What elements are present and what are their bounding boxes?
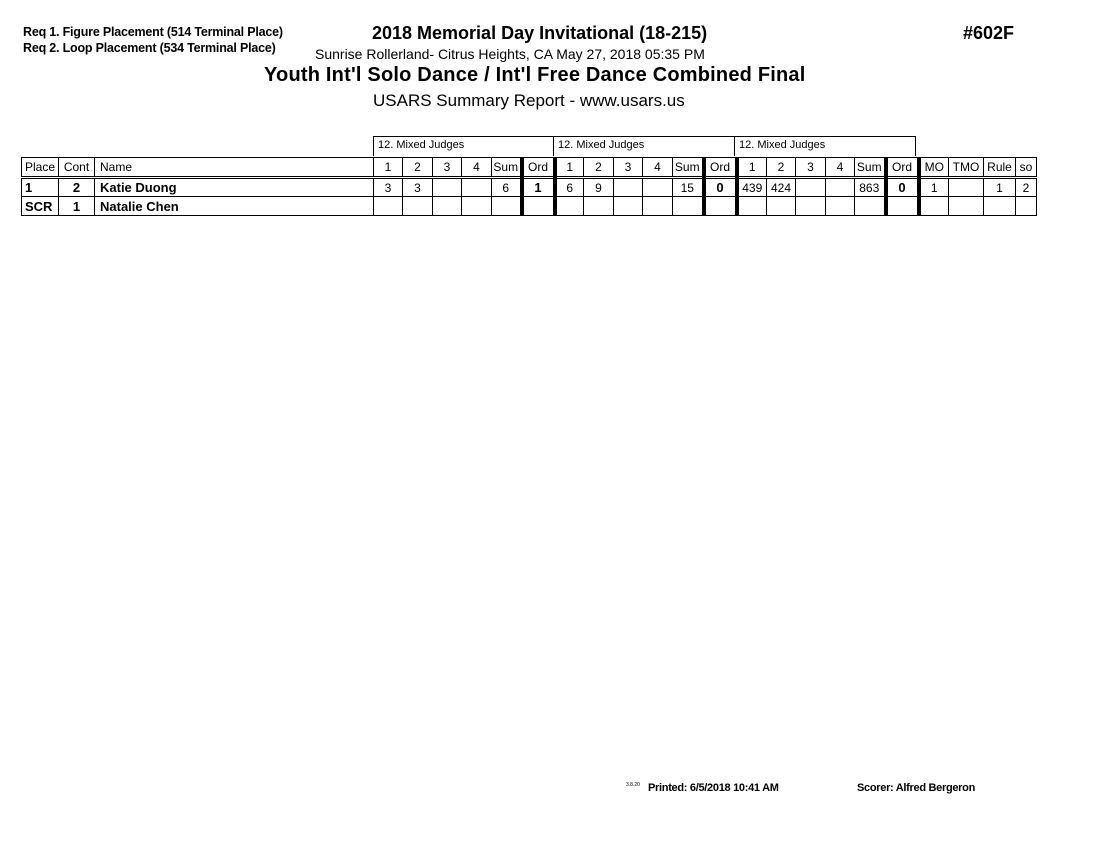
cont-cell: 2 [59,178,95,197]
event-title: 2018 Memorial Day Invitational (18-215) [372,23,708,43]
judge-group-header-2: 12. Mixed Judges [553,136,735,156]
g3-j4-cell [826,197,855,216]
g1-j2-cell [403,197,433,216]
table-row [22,197,1037,216]
col-header-g2-j2: 2 [584,158,614,178]
g3-sum-cell [855,197,886,216]
skater-name-cell: Natalie Chen [95,197,374,216]
competition-title: Youth Int'l Solo Dance / Int'l Free Dance Combined Final [264,64,806,86]
software-version: 3.8.20 [626,782,640,788]
col-header-g3-j1: 1 [737,158,767,178]
g2-j1-cell [555,197,584,216]
g3-j1-cell: 439 [737,178,767,197]
so-cell [1016,197,1037,216]
place-cell: SCR [22,197,59,216]
scorer-name: Scorer: Alfred Bergeron [857,782,975,794]
col-header-g3-sum: Sum [855,158,886,178]
col-header-mo: MO [919,158,949,178]
col-header-g1-j2: 2 [403,158,433,178]
g1-j1-cell: 3 [374,178,403,197]
skater-name-cell: Katie Duong [95,178,374,197]
g2-sum-cell: 15 [673,178,704,197]
report-subtitle: USARS Summary Report - www.usars.us [373,91,685,110]
g3-j3-cell [796,178,826,197]
g2-ord-cell: 0 [704,178,737,197]
g1-j2-cell: 3 [403,178,433,197]
event-number: #602F [963,23,1015,43]
g2-j4-cell [643,197,673,216]
col-header-g2-j1: 1 [555,158,584,178]
g3-sum-cell: 863 [855,178,886,197]
g2-j3-cell [614,178,643,197]
g3-j2-cell [767,197,796,216]
rule-cell [984,197,1016,216]
g1-ord-cell: 1 [522,178,555,197]
g2-j4-cell [643,178,673,197]
g1-j1-cell [374,197,403,216]
col-header-rule: Rule [984,158,1016,178]
g1-j3-cell [433,178,462,197]
g2-j2-cell [584,197,614,216]
col-header-g2-ord: Ord [704,158,737,178]
g3-j4-cell [826,178,855,197]
so-cell: 2 [1016,178,1037,197]
cont-cell: 1 [59,197,95,216]
col-header-g3-ord: Ord [886,158,919,178]
venue-date-line: Sunrise Rollerland- Citrus Heights, CA May 27, 2018 05:35 PM [315,46,705,62]
col-header-g2-j3: 3 [614,158,643,178]
col-header-g1-j4: 4 [462,158,492,178]
col-header-g3-j3: 3 [796,158,826,178]
rule-cell: 1 [984,178,1016,197]
col-header-g3-j4: 4 [826,158,855,178]
col-header-tmo: TMO [949,158,984,178]
table-row [22,178,1037,197]
g3-j2-cell: 424 [767,178,796,197]
g1-j3-cell [433,197,462,216]
requirement-2: Req 2. Loop Placement (534 Terminal Place) [23,41,276,55]
col-header-g1-j1: 1 [374,158,403,178]
g1-sum-cell: 6 [492,178,522,197]
col-header-g1-j3: 3 [433,158,462,178]
requirement-1: Req 1. Figure Placement (514 Terminal Place) [23,25,283,39]
g2-j3-cell [614,197,643,216]
col-header-g1-sum: Sum [492,158,522,178]
col-header-name: Name [95,158,374,178]
mo-cell: 1 [919,178,949,197]
g1-sum-cell [492,197,522,216]
g3-ord-cell: 0 [886,178,919,197]
table-header-row [22,158,1037,178]
col-header-g2-sum: Sum [673,158,704,178]
g1-j4-cell [462,178,492,197]
col-header-place: Place [22,158,59,178]
g1-j4-cell [462,197,492,216]
tmo-cell [949,197,984,216]
g3-ord-cell [886,197,919,216]
results-table [21,157,1037,216]
g2-ord-cell [704,197,737,216]
place-cell: 1 [22,178,59,197]
mo-cell [919,197,949,216]
g2-j2-cell: 9 [584,178,614,197]
judge-group-header-1: 12. Mixed Judges [373,136,554,156]
col-header-cont: Cont [59,158,95,178]
g3-j3-cell [796,197,826,216]
col-header-g3-j2: 2 [767,158,796,178]
tmo-cell [949,178,984,197]
col-header-g1-ord: Ord [522,158,555,178]
g1-ord-cell [522,197,555,216]
g2-sum-cell [673,197,704,216]
col-header-g2-j4: 4 [643,158,673,178]
judge-group-header-3: 12. Mixed Judges [734,136,916,156]
col-header-so: so [1016,158,1037,178]
printed-timestamp: Printed: 6/5/2018 10:41 AM [648,782,779,794]
g2-j1-cell: 6 [555,178,584,197]
g3-j1-cell [737,197,767,216]
